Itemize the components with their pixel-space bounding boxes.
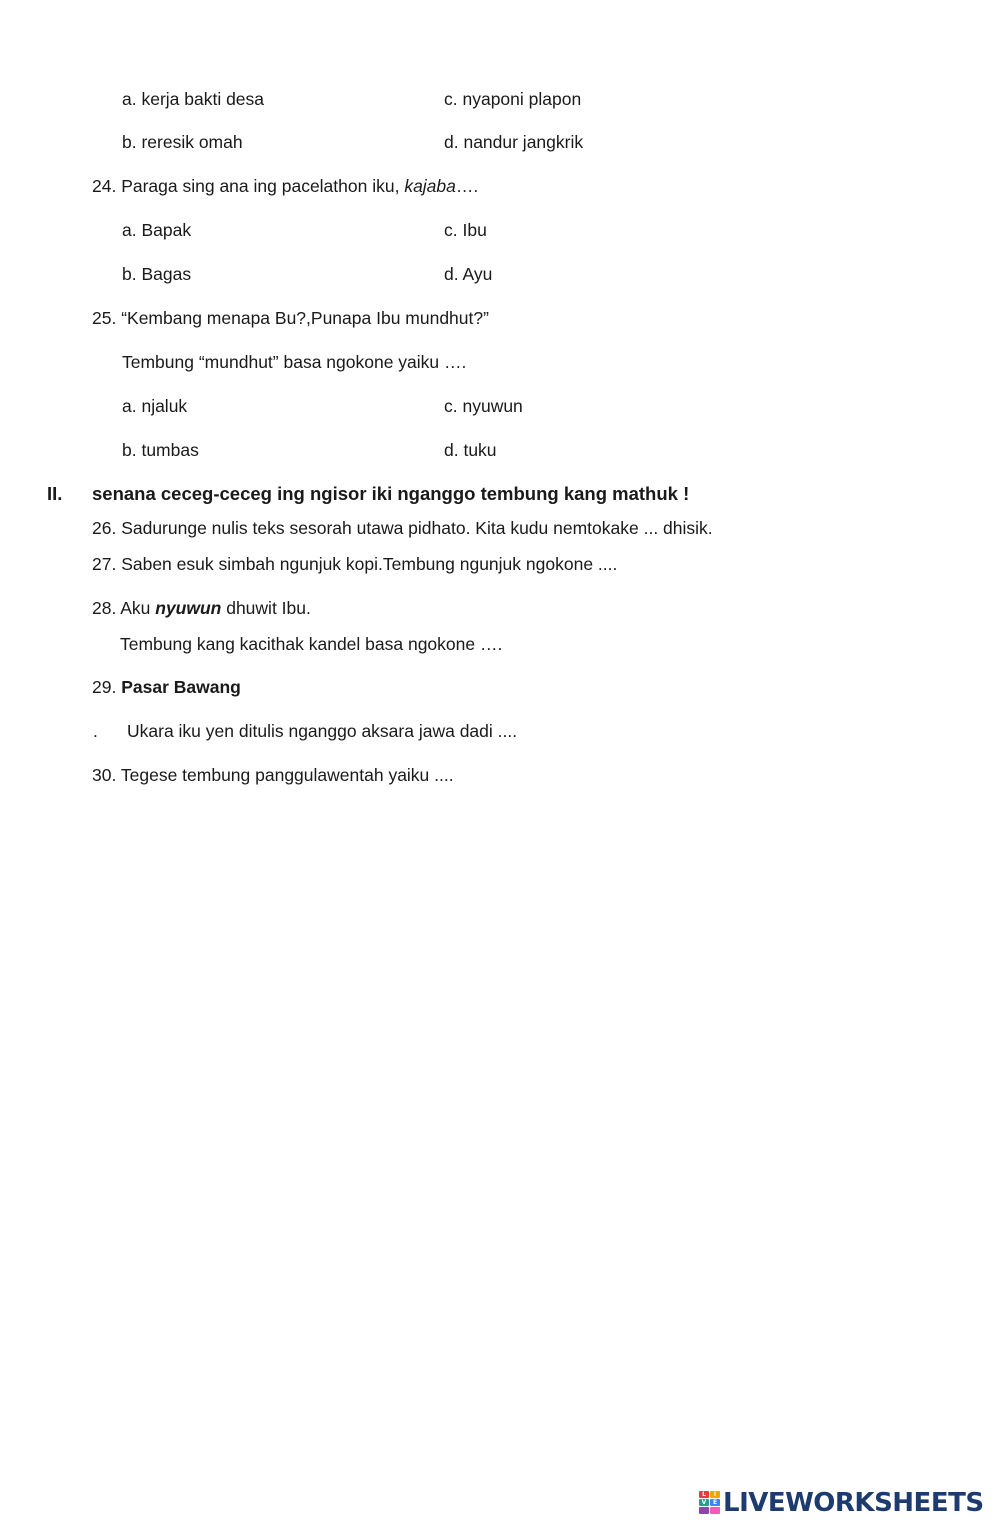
q28-sentence-suffix: dhuwit Ibu.	[221, 598, 311, 618]
q25-option-c: c. nyuwun	[444, 396, 523, 416]
liveworksheets-logo	[699, 1488, 984, 1518]
q26-question: 26. Sadurunge nulis teks sesorah utawa pidhato. Kita kudu nemtokake ... dhisik.	[92, 518, 713, 538]
q29-question: Ukara iku yen ditulis nganggo aksara jawa dadi ....	[127, 721, 518, 741]
q28-sentence-prefix: 28. Aku	[92, 598, 156, 618]
logo-square-3: V	[699, 1499, 709, 1506]
q25-quote: 25. “Kembang menapa Bu?,Punapa Ibu mundhut?”	[92, 308, 489, 328]
q29-bullet: .	[93, 721, 98, 741]
q23-option-d: d. nandur jangkrik	[444, 132, 584, 152]
q25-question: Tembung “mundhut” basa ngokone yaiku ….	[122, 352, 467, 372]
q24-option-b: b. Bagas	[122, 264, 192, 284]
q24-option-c: c. Ibu	[444, 220, 487, 240]
q28-sentence	[92, 597, 311, 619]
logo-square-5	[699, 1507, 709, 1514]
logo-square-2: I	[710, 1491, 720, 1498]
q24-question	[92, 175, 478, 197]
q29-title-line	[92, 676, 241, 698]
logo-square-4: E	[710, 1499, 720, 1506]
liveworksheets-logo-icon	[699, 1491, 720, 1515]
logo-square-1: L	[699, 1491, 709, 1498]
q24-question-prefix: 24. Paraga sing ana ing pacelathon iku,	[92, 176, 405, 196]
q23-option-a: a. kerja bakti desa	[122, 89, 265, 109]
logo-square-6	[710, 1507, 720, 1514]
q30-question: 30. Tegese tembung panggulawentah yaiku ....	[92, 765, 454, 785]
q24-question-suffix: ….	[455, 176, 479, 196]
section-2-title: senana ceceg-ceceg ing ngisor iki nganggo tembung kang mathuk !	[92, 483, 690, 504]
q23-option-b: b. reresik omah	[122, 132, 243, 152]
q24-option-a: a. Bapak	[122, 220, 192, 240]
q29-number: 29.	[92, 677, 122, 697]
section-2-numeral: II.	[47, 483, 63, 504]
q27-question: 27. Saben esuk simbah ngunjuk kopi.Tembung ngunjuk ngokone ....	[92, 554, 618, 574]
q25-option-b: b. tumbas	[122, 440, 199, 460]
q24-question-emphasis: kajaba	[404, 176, 456, 196]
liveworksheets-logo-text: LIVEWORKSHEETS	[723, 1488, 984, 1518]
q23-option-c: c. nyaponi plapon	[444, 89, 582, 109]
q28-sentence-emphasis: nyuwun	[155, 598, 222, 618]
q25-option-d: d. tuku	[444, 440, 497, 460]
q29-title: Pasar Bawang	[121, 677, 241, 697]
q28-question: Tembung kang kacithak kandel basa ngokone ….	[120, 634, 503, 654]
q24-option-d: d. Ayu	[444, 264, 493, 284]
q25-option-a: a. njaluk	[122, 396, 188, 416]
